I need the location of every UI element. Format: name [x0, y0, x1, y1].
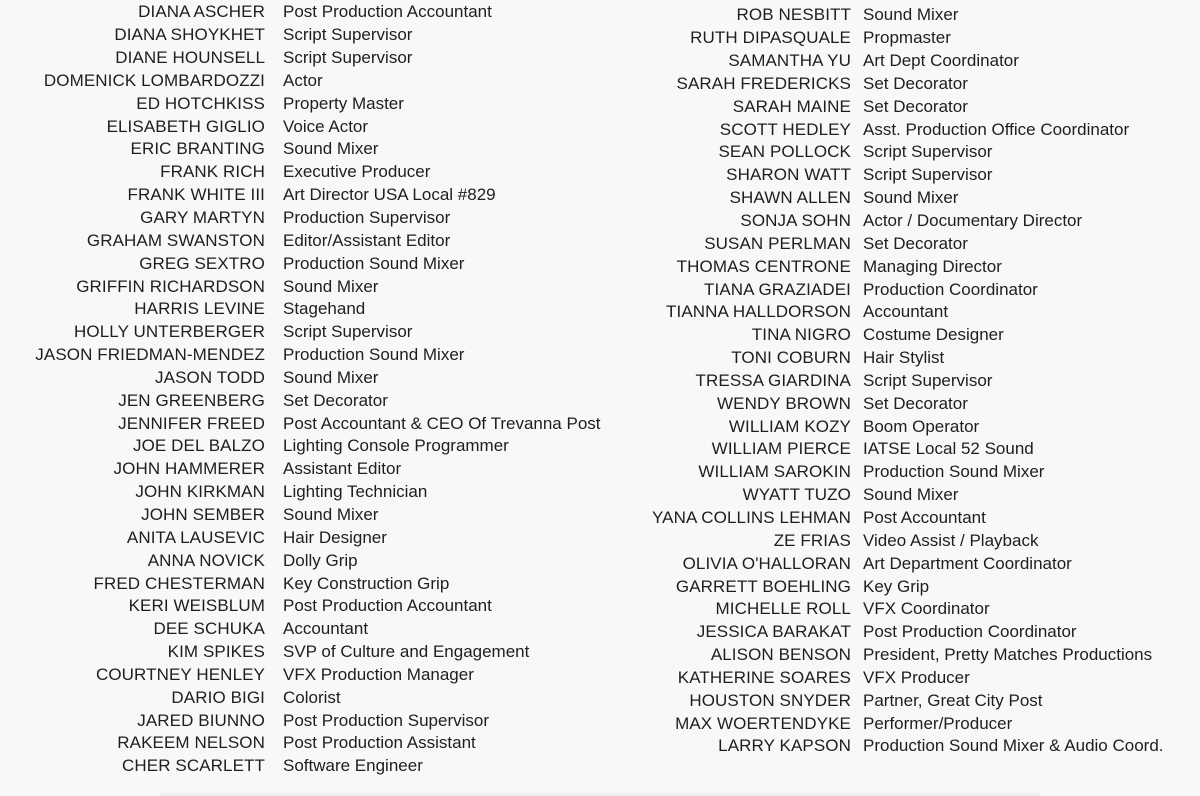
list-item	[600, 4, 1200, 27]
person-name: ERIC BRANTING	[130, 139, 265, 159]
person-name: HARRIS LEVINE	[134, 299, 265, 319]
list-item	[600, 484, 1200, 507]
person-name: SCOTT HEDLEY	[719, 119, 851, 139]
person-role: Voice Actor	[283, 116, 369, 136]
person-name: DIANA ASCHER	[138, 2, 265, 22]
person-name: GARRETT BOEHLING	[675, 576, 851, 596]
person-name: MAX WOERTENDYKE	[675, 713, 851, 733]
bottom-shadow	[160, 790, 1040, 796]
person-name: GRAHAM SWANSTON	[86, 230, 265, 250]
person-name: TONI COBURN	[731, 348, 851, 368]
list-item	[600, 552, 1200, 575]
list-item	[600, 621, 1200, 644]
list-item	[600, 575, 1200, 598]
person-name: RUTH DIPASQUALE	[690, 28, 851, 48]
person-name: JOE DEL BALZO	[133, 436, 265, 456]
person-role: Property Master	[283, 93, 404, 113]
list-item	[0, 572, 600, 595]
list-item	[600, 438, 1200, 461]
list-item	[600, 392, 1200, 415]
list-item	[600, 255, 1200, 278]
person-role: Boom Operator	[863, 416, 980, 436]
list-item	[0, 389, 600, 412]
person-name: OLIVIA O'HALLORAN	[682, 553, 851, 573]
person-name: SUSAN PERLMAN	[704, 233, 851, 253]
person-role: Art Director USA Local #829	[283, 185, 496, 205]
person-name: SONJA SOHN	[740, 211, 851, 231]
person-name: WILLIAM PIERCE	[711, 439, 851, 459]
person-role: Editor/Assistant Editor	[283, 230, 451, 250]
list-item	[0, 161, 600, 184]
person-name: SAMANTHA YU	[728, 51, 851, 71]
person-name: TRESSA GIARDINA	[695, 370, 851, 390]
person-role: Post Production Assistant	[283, 733, 476, 753]
person-role: Partner, Great City Post	[863, 690, 1043, 710]
list-item	[0, 70, 600, 93]
person-role: Executive Producer	[283, 162, 431, 182]
person-role: Assistant Editor	[283, 459, 402, 479]
person-role: Set Decorator	[283, 390, 388, 410]
person-name: MICHELLE ROLL	[715, 599, 851, 619]
person-name: FRED CHESTERMAN	[93, 573, 265, 593]
person-name: ANNA NOVICK	[147, 550, 265, 570]
person-name: KIM SPIKES	[167, 642, 265, 662]
person-name: SARAH FREDERICKS	[676, 73, 851, 93]
person-name: FRANK RICH	[160, 162, 265, 182]
person-role: Sound Mixer	[283, 367, 379, 387]
list-item	[600, 666, 1200, 689]
person-name: LARRY KAPSON	[718, 736, 851, 756]
person-role: VFX Coordinator	[863, 599, 990, 619]
list-item	[0, 184, 600, 207]
list-item	[600, 529, 1200, 552]
list-item	[0, 732, 600, 755]
person-role: Actor / Documentary Director	[863, 211, 1083, 231]
list-item	[0, 321, 600, 344]
person-name: WYATT TUZO	[742, 485, 851, 505]
person-role: Set Decorator	[863, 96, 968, 116]
person-name: JARED BIUNNO	[137, 710, 265, 730]
person-name: JOHN KIRKMAN	[135, 482, 265, 502]
list-item	[0, 115, 600, 138]
person-role: Video Assist / Playback	[863, 530, 1039, 550]
person-role: Sound Mixer	[863, 485, 959, 505]
person-role: Managing Director	[863, 256, 1002, 276]
person-name: JENNIFER FREED	[118, 413, 265, 433]
person-role: Production Sound Mixer & Audio Coord.	[863, 736, 1164, 756]
person-role: Script Supervisor	[863, 142, 993, 162]
list-item	[0, 47, 600, 70]
person-name: SHARON WATT	[726, 165, 851, 185]
list-item	[600, 415, 1200, 438]
person-role: Script Supervisor	[283, 322, 413, 342]
person-role: Script Supervisor	[863, 165, 993, 185]
person-role: Set Decorator	[863, 73, 968, 93]
list-item	[600, 210, 1200, 233]
list-item	[600, 141, 1200, 164]
person-name: SEAN POLLOCK	[718, 142, 851, 162]
person-role: Key Grip	[863, 576, 930, 596]
person-name: JASON FRIEDMAN-MENDEZ	[35, 345, 265, 365]
person-name: ROB NESBITT	[736, 5, 851, 25]
person-name: ALISON BENSON	[710, 645, 851, 665]
person-role: Hair Designer	[283, 527, 387, 547]
person-role: SVP of Culture and Engagement	[283, 642, 530, 662]
person-role: Script Supervisor	[283, 25, 413, 45]
list-item	[0, 755, 600, 778]
list-item	[0, 641, 600, 664]
person-name: JOHN HAMMERER	[113, 459, 265, 479]
person-name: ED HOTCHKISS	[136, 93, 265, 113]
list-item	[0, 298, 600, 321]
person-name: YANA COLLINS LEHMAN	[651, 507, 851, 527]
list-item	[600, 370, 1200, 393]
person-name: ZE FRIAS	[773, 530, 851, 550]
list-item	[0, 481, 600, 504]
person-role: Post Production Coordinator	[863, 622, 1077, 642]
right-column	[600, 4, 1200, 758]
person-name: ANITA LAUSEVIC	[126, 527, 265, 547]
list-item	[0, 344, 600, 367]
list-item	[600, 164, 1200, 187]
person-role: Sound Mixer	[863, 5, 959, 25]
person-role: IATSE Local 52 Sound	[863, 439, 1034, 459]
person-name: RAKEEM NELSON	[117, 733, 265, 753]
list-item	[0, 663, 600, 686]
person-name: JESSICA BARAKAT	[696, 622, 851, 642]
list-item	[600, 73, 1200, 96]
person-role: Hair Stylist	[863, 348, 945, 368]
list-item	[600, 507, 1200, 530]
person-role: Post Production Accountant	[283, 2, 492, 22]
list-item	[600, 232, 1200, 255]
list-item	[600, 187, 1200, 210]
list-item	[600, 644, 1200, 667]
list-item	[0, 229, 600, 252]
person-role: Accountant	[863, 302, 949, 322]
person-role: Post Accountant & CEO Of Trevanna Post	[283, 413, 601, 433]
list-item	[0, 412, 600, 435]
person-name: KATHERINE SOARES	[677, 667, 851, 687]
person-role: Production Sound Mixer	[863, 462, 1045, 482]
person-name: SARAH MAINE	[732, 96, 851, 116]
person-role: Production Supervisor	[283, 208, 451, 228]
list-item	[600, 598, 1200, 621]
person-role: Actor	[283, 70, 323, 90]
list-item	[0, 207, 600, 230]
person-name: DARIO BIGI	[171, 687, 265, 707]
list-item	[600, 689, 1200, 712]
list-item	[0, 686, 600, 709]
person-role: Dolly Grip	[283, 550, 358, 570]
person-name: KERI WEISBLUM	[128, 596, 265, 616]
list-item	[0, 549, 600, 572]
list-item	[600, 347, 1200, 370]
person-name: TINA NIGRO	[751, 325, 851, 345]
list-item	[0, 367, 600, 390]
person-name: JEN GREENBERG	[118, 390, 265, 410]
person-role: Script Supervisor	[863, 370, 993, 390]
person-role: Post Production Accountant	[283, 596, 492, 616]
person-role: Sound Mixer	[283, 139, 379, 159]
person-name: GRIFFIN RICHARDSON	[76, 276, 265, 296]
list-item	[0, 709, 600, 732]
person-role: Production Sound Mixer	[283, 345, 465, 365]
person-role: Sound Mixer	[863, 188, 959, 208]
list-item	[600, 27, 1200, 50]
person-role: Production Sound Mixer	[283, 253, 465, 273]
person-role: President, Pretty Matches Productions	[863, 645, 1153, 665]
person-role: Set Decorator	[863, 393, 968, 413]
person-name: COURTNEY HENLEY	[95, 664, 265, 684]
person-name: THOMAS CENTRONE	[676, 256, 851, 276]
list-item	[0, 526, 600, 549]
person-name: GREG SEXTRO	[139, 253, 265, 273]
person-name: SHAWN ALLEN	[729, 188, 851, 208]
person-role: Costume Designer	[863, 325, 1004, 345]
person-role: Colorist	[283, 687, 341, 707]
list-item	[600, 712, 1200, 735]
person-name: JASON TODD	[155, 367, 265, 387]
list-item	[600, 324, 1200, 347]
person-name: JOHN SEMBER	[141, 504, 265, 524]
list-item	[0, 504, 600, 527]
list-item	[600, 301, 1200, 324]
person-role: Script Supervisor	[283, 48, 413, 68]
person-name: HOLLY UNTERBERGER	[74, 322, 265, 342]
list-item	[600, 95, 1200, 118]
person-role: Art Dept Coordinator	[863, 51, 1019, 71]
person-name: GARY MARTYN	[140, 208, 265, 228]
person-name: WILLIAM SAROKIN	[698, 462, 851, 482]
person-name: DOMENICK LOMBARDOZZI	[43, 70, 265, 90]
left-column	[0, 1, 600, 778]
person-role: Art Department Coordinator	[863, 553, 1072, 573]
person-name: TIANNA HALLDORSON	[666, 302, 851, 322]
list-item	[0, 618, 600, 641]
person-name: ELISABETH GIGLIO	[106, 116, 265, 136]
person-name: FRANK WHITE III	[127, 185, 265, 205]
person-role: Software Engineer	[283, 756, 423, 776]
list-item	[600, 118, 1200, 141]
list-item	[0, 252, 600, 275]
list-item	[600, 278, 1200, 301]
person-name: TIANA GRAZIADEI	[704, 279, 851, 299]
list-item	[600, 735, 1200, 758]
person-name: DIANA SHOYKHET	[114, 25, 265, 45]
list-item	[0, 595, 600, 618]
person-name: DIANE HOUNSELL	[115, 48, 265, 68]
person-role: Set Decorator	[863, 233, 968, 253]
person-role: VFX Production Manager	[283, 664, 474, 684]
list-item	[600, 50, 1200, 73]
person-role: Sound Mixer	[283, 276, 379, 296]
person-role: Post Production Supervisor	[283, 710, 489, 730]
list-item	[0, 138, 600, 161]
person-role: VFX Producer	[863, 667, 970, 687]
person-role: Production Coordinator	[863, 279, 1038, 299]
list-item	[0, 24, 600, 47]
person-name: WILLIAM KOZY	[728, 416, 851, 436]
list-item	[0, 435, 600, 458]
person-role: Accountant	[283, 619, 369, 639]
person-role: Stagehand	[283, 299, 366, 319]
list-item	[0, 1, 600, 24]
person-role: Lighting Console Programmer	[283, 436, 509, 456]
person-role: Propmaster	[863, 28, 951, 48]
person-name: HOUSTON SNYDER	[689, 690, 851, 710]
person-role: Performer/Producer	[863, 713, 1013, 733]
person-role: Asst. Production Office Coordinator	[863, 119, 1130, 139]
list-item	[600, 461, 1200, 484]
person-role: Key Construction Grip	[283, 573, 450, 593]
person-name: WENDY BROWN	[717, 393, 851, 413]
list-item	[0, 92, 600, 115]
list-item	[0, 275, 600, 298]
person-role: Sound Mixer	[283, 504, 379, 524]
person-role: Post Accountant	[863, 507, 986, 527]
person-name: DEE SCHUKA	[153, 619, 265, 639]
person-role: Lighting Technician	[283, 482, 428, 502]
list-item	[0, 458, 600, 481]
person-name: CHER SCARLETT	[122, 756, 265, 776]
